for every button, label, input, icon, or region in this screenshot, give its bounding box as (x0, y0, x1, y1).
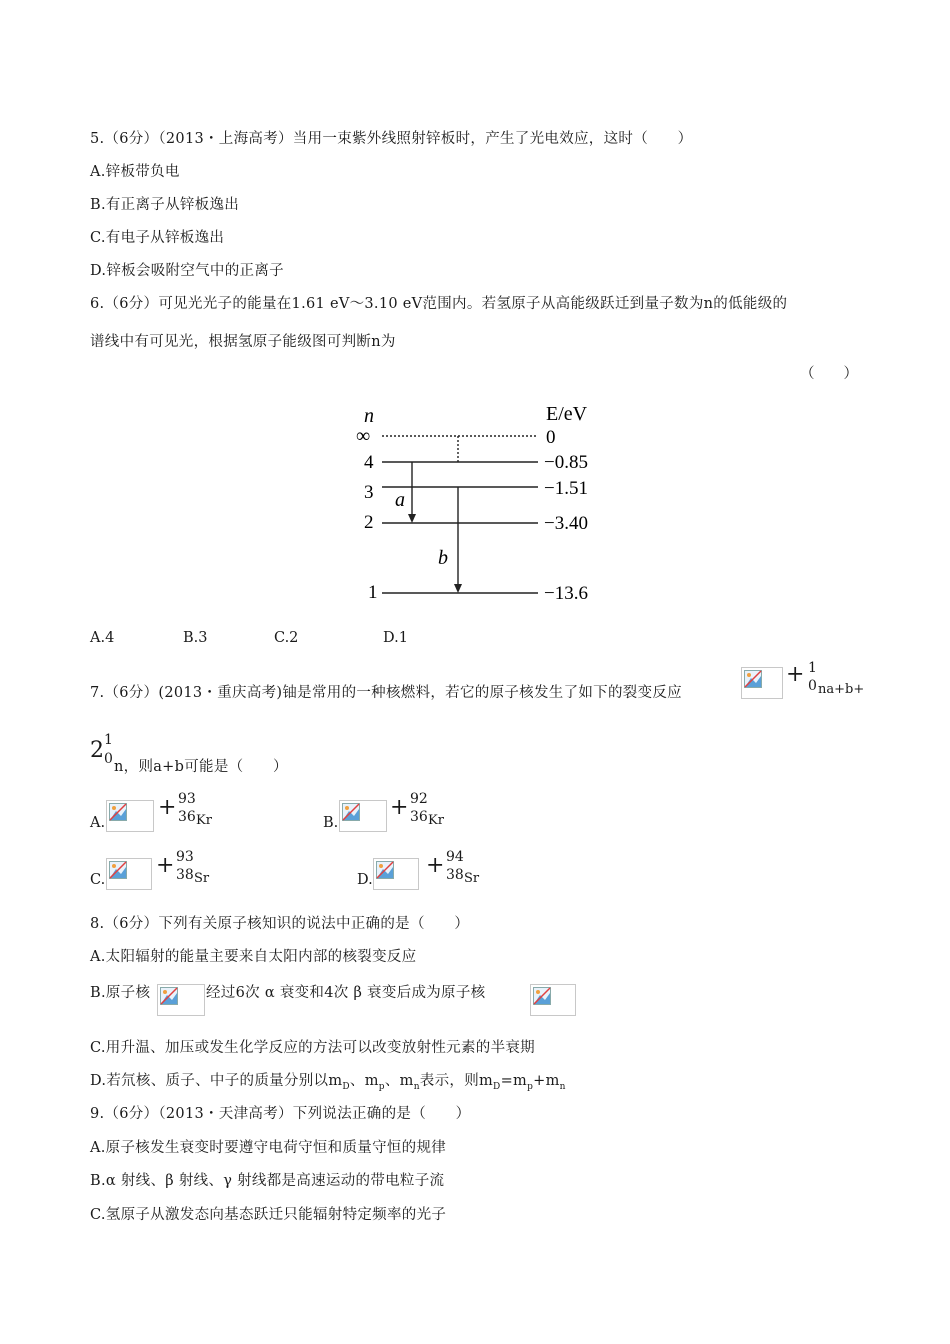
q8-option-b-part1: B.原子核 (90, 985, 151, 1001)
broken-image-icon (160, 987, 178, 1005)
neutron-coefficient: 2 (90, 738, 104, 763)
q6-stem-line1: 6.（6分）可见光光子的能量在1.61 eV～3.10 eV范围内。若氢原子从高能级跃迁到量子数为n的低能级的 (90, 296, 788, 312)
broken-image-option-a (106, 800, 154, 832)
q6-option-c: C.2 (274, 630, 299, 646)
q9-option-a: A.原子核发生衰变时要遵守电荷守恒和质量守恒的规律 (90, 1140, 447, 1156)
q6-option-d: D.1 (383, 630, 408, 646)
q6-option-b: B.3 (183, 630, 208, 646)
q9-option-b: B.α 射线、β 射线、γ 射线都是高速运动的带电粒子流 (90, 1173, 445, 1189)
broken-image-option-b (339, 800, 387, 832)
q7-option-c-label: C. (90, 872, 106, 888)
option-d-mass: 94 (446, 849, 464, 865)
broken-image-nucleus-2 (530, 984, 576, 1016)
option-d-charge: 38 (446, 867, 464, 883)
q8-stem: 8.（6分）下列有关原子核知识的说法中正确的是（ ） (90, 916, 470, 932)
neutron-charge-number: 0 (808, 678, 817, 694)
level-1-n: 1 (368, 582, 378, 603)
option-c-charge: 38 (176, 867, 194, 883)
q7-option-b-label: B. (323, 815, 339, 831)
broken-image-uranium (741, 667, 783, 699)
option-a-mass: 93 (178, 791, 196, 807)
q7-option-a-label: A. (90, 815, 106, 831)
energy-axis-label: E/eV (546, 403, 588, 425)
level-3-energy: −1.51 (544, 478, 588, 499)
level-3-n: 3 (364, 482, 374, 503)
q9-stem: 9.（6分）（2013・天津高考）下列说法正确的是（ ） (90, 1106, 471, 1122)
broken-image-option-c (106, 858, 152, 890)
coef-neutron-charge: 0 (104, 751, 113, 767)
neutron-mass-number: 1 (808, 660, 817, 676)
level-2-n: 2 (364, 512, 374, 533)
n-axis-label: n (364, 405, 374, 427)
plus-sign: + (786, 662, 805, 687)
q7-option-d-label: D. (357, 872, 373, 888)
option-b-nuclide: + 92 36 Kr (390, 791, 444, 828)
level-4-energy: −0.85 (544, 452, 588, 473)
broken-image-nucleus-1 (157, 984, 205, 1016)
level-2-energy: −3.40 (544, 513, 588, 534)
q5-option-b: B.有正离子从锌板逸出 (90, 197, 240, 213)
option-a-charge: 36 (178, 809, 196, 825)
arrow-b-head (454, 584, 462, 593)
neutron-notation (786, 660, 866, 700)
q8-option-a: A.太阳辐射的能量主要来自太阳内部的核裂变反应 (90, 949, 417, 965)
option-c-nuclide: + 93 38 Sr (156, 849, 210, 886)
level-inf-energy: 0 (546, 427, 556, 448)
q6-answer-paren: （ ） (800, 366, 858, 382)
q5-option-c: C.有电子从锌板逸出 (90, 230, 225, 246)
level-inf-n: ∞ (356, 425, 371, 447)
broken-image-icon (744, 670, 762, 688)
q9-option-c: C.氢原子从激发态向基态跃迁只能辐射特定频率的光子 (90, 1207, 447, 1223)
option-d-symbol: Sr (464, 871, 480, 886)
q8-option-d: D.若氘核、质子、中子的质量分别以$m_D$、$m_p$、$m_n$表示，则$m_D=m_p+m_n$ (90, 1073, 566, 1092)
broken-image-icon (533, 987, 551, 1005)
broken-image-option-d (373, 858, 419, 890)
broken-image-icon (109, 861, 127, 879)
coef-neutron-mass: 1 (104, 732, 113, 748)
broken-image-icon (342, 803, 360, 821)
q7-stem-line1: 7.（6分）(2013・重庆高考)铀是常用的一种核燃料，若它的原子核发生了如下的裂变反应 (90, 685, 682, 701)
q6-option-a: A.4 (90, 630, 115, 646)
q5-option-a: A.锌板带负电 (90, 164, 180, 180)
option-b-mass: 92 (410, 791, 428, 807)
option-d-nuclide: + 94 38 Sr (426, 849, 480, 886)
q5-option-d: D.锌板会吸附空气中的正离子 (90, 263, 284, 279)
arrow-b-label: b (438, 547, 448, 569)
q8-option-c: C.用升温、加压或发生化学反应的方法可以改变放射性元素的半衰期 (90, 1040, 535, 1056)
broken-image-icon (109, 803, 127, 821)
option-a-nuclide: + 93 36 Kr (158, 791, 212, 828)
q8-option-b-part2: 经过6次 α 衰变和4次 β 衰变后成为原子核 (206, 985, 486, 1001)
level-4-n: 4 (364, 452, 374, 473)
q7-stem-line2: n，则a+b可能是（ ） (114, 759, 288, 775)
broken-image-icon (376, 861, 394, 879)
option-c-symbol: Sr (194, 871, 210, 886)
reaction-tail: na+b+ (818, 682, 865, 697)
option-c-mass: 93 (176, 849, 194, 865)
q5-stem: 5.（6分）（2013・上海高考）当用一束紫外线照射锌板时，产生了光电效应，这时（ ） (90, 131, 693, 147)
option-b-symbol: Kr (428, 813, 444, 828)
arrow-a-label: a (395, 489, 405, 511)
q6-stem-line2: 谱线中有可见光，根据氢原子能级图可判断n为 (90, 334, 396, 350)
level-1-energy: −13.6 (544, 583, 588, 604)
option-a-symbol: Kr (196, 813, 212, 828)
arrow-a-head (408, 514, 416, 523)
option-b-charge: 36 (410, 809, 428, 825)
energy-level-diagram (350, 398, 620, 608)
